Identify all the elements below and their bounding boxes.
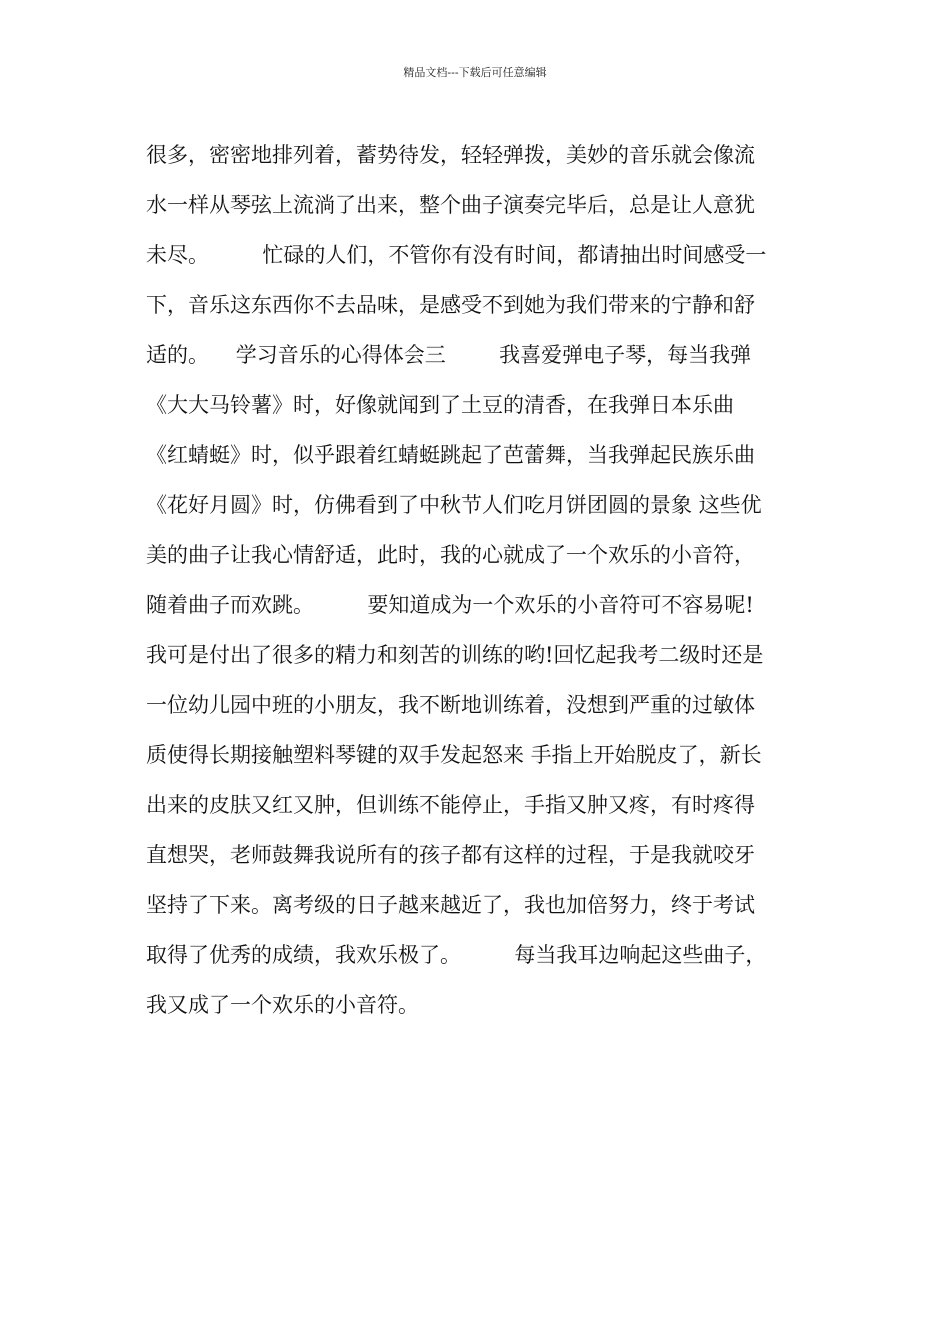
text-line: 一位幼儿园中班的小朋友，我不断地训练着，没想到严重的过敏体 — [146, 693, 755, 717]
text-line: 下，音乐这东西你不去品味，是感受不到她为我们带来的宁静和舒 — [146, 293, 755, 317]
text-line: 美的曲子让我心情舒适，此时，我的心就成了一个欢乐的小音符， — [146, 543, 755, 567]
text-line: 出来的皮肤又红又肿，但训练不能停止，手指又肿又疼，有时疼得 — [146, 793, 755, 817]
text-line: 《花好月圆》时，仿佛看到了中秋节人们吃月饼团圆的景象 这些优 — [146, 493, 762, 517]
text-line: 我可是付出了很多的精力和刻苦的训练的哟!回忆起我考二级时还是 — [146, 643, 764, 667]
text-line: 很多，密密地排列着，蓄势待发，轻轻弹拨，美妙的音乐就会像流 — [146, 143, 755, 167]
text-line: 《大大马铃薯》时，好像就闻到了土豆的清香，在我弹日本乐曲 — [146, 393, 734, 417]
text-line: 坚持了下来。离考级的日子越来越近了，我也加倍努力，终于考试 — [146, 893, 755, 917]
text-line: 适的。 学习音乐的心得体会三 我喜爱弹电子琴，每当我弹 — [146, 343, 752, 367]
text-line: 取得了优秀的成绩，我欢乐极了。 每当我耳边响起这些曲子， — [146, 943, 767, 967]
text-line: 水一样从琴弦上流淌了出来，整个曲子演奏完毕后，总是让人意犹 — [146, 193, 755, 217]
text-line: 《红蜻蜓》时，似乎跟着红蜻蜓跳起了芭蕾舞，当我弹起民族乐曲 — [146, 443, 755, 467]
text-line: 质使得长期接触塑料琴键的双手发起怒来 手指上开始脱皮了，新长 — [146, 743, 762, 767]
text-line: 未尽。 忙碌的人们，不管你有没有时间，都请抽出时间感受一 — [146, 243, 767, 267]
page-header: 精品文档---下载后可任意编辑 — [403, 66, 547, 79]
text-line: 我又成了一个欢乐的小音符。 — [146, 993, 419, 1017]
text-line: 随着曲子而欢跳。 要知道成为一个欢乐的小音符可不容易呢! — [146, 593, 754, 617]
document-body — [146, 130, 816, 1030]
text-line: 直想哭，老师鼓舞我说所有的孩子都有这样的过程，于是我就咬牙 — [146, 843, 755, 867]
